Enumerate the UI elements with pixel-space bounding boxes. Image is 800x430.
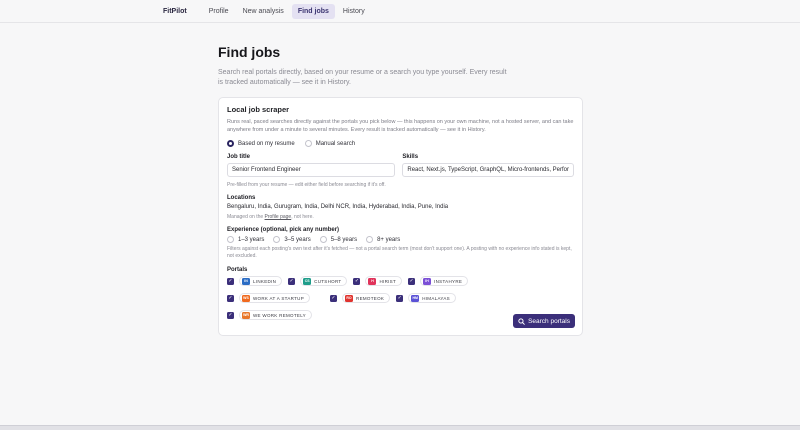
portal-linkedin[interactable] <box>227 276 282 286</box>
checkbox-checked-icon[interactable]: ✓ <box>228 311 233 318</box>
locations-hint-suffix: , not here. <box>291 214 314 220</box>
portal-chip <box>420 276 468 286</box>
portal-cutshort[interactable] <box>288 276 347 286</box>
portal-name: REMOTEOK <box>356 295 385 301</box>
search-icon <box>518 318 525 325</box>
portal-logo-icon: WR <box>243 313 249 317</box>
title-skills-row <box>227 154 574 177</box>
portal-name: LINKEDIN <box>253 278 277 284</box>
profile-page-link[interactable]: Profile page <box>264 214 292 220</box>
nav-history[interactable]: History <box>342 7 365 15</box>
experience-label: Experience (optional, pick any number) <box>227 227 340 233</box>
portal-logo-icon: IN <box>242 278 250 285</box>
checkbox-checked-icon[interactable]: ✓ <box>228 294 233 301</box>
experience-option-label: 5–8 years <box>330 236 358 243</box>
experience-option-3-5[interactable] <box>273 236 310 243</box>
portal-chip <box>239 276 282 286</box>
portal-work-at-a-startup[interactable] <box>227 293 310 303</box>
job-title-label: Job title <box>227 154 251 160</box>
mode-radio-group <box>227 140 574 147</box>
page-title: Find jobs <box>218 44 281 60</box>
nav-new-analysis[interactable]: New analysis <box>242 7 284 15</box>
search-portals-label: Search portals <box>528 317 570 325</box>
portal-himalayas[interactable] <box>396 293 456 303</box>
portal-chip <box>239 293 310 303</box>
experience-option-8-plus[interactable] <box>366 236 400 243</box>
checkbox-checked-icon[interactable]: ✓ <box>331 294 336 301</box>
portal-chip <box>300 276 347 286</box>
portal-chip <box>342 293 390 303</box>
locations-value: Bengaluru, India, Gurugram, India, Delhi NCR, India, Hyderabad, India, Pune, India <box>227 204 449 210</box>
experience-hint: Filters against each posting's own text after it's fetched — not a portal search term (most don't support one). A posting with no experience info stated is kept, not excluded. <box>227 246 572 259</box>
card-title: Local job scraper <box>227 105 290 114</box>
portal-name: HIRIST <box>379 278 397 284</box>
portals-label: Portals <box>227 267 248 273</box>
portal-name: HIMALAYAS <box>422 295 450 301</box>
search-portals-button[interactable] <box>513 314 575 328</box>
checkbox-checked-icon[interactable]: ✓ <box>409 277 414 284</box>
experience-option-5-8[interactable] <box>320 236 357 243</box>
experience-option-label: 1–3 years <box>238 236 265 243</box>
locations-hint <box>227 214 574 220</box>
portals-list <box>227 276 537 320</box>
experience-section <box>227 227 574 260</box>
top-nav <box>0 0 800 23</box>
nav-profile[interactable]: Profile <box>208 7 229 15</box>
radio-unselected-icon[interactable] <box>366 236 373 243</box>
radio-unselected-icon[interactable] <box>305 140 312 147</box>
experience-options <box>227 236 574 243</box>
experience-option-label: 8+ years <box>377 236 401 243</box>
radio-unselected-icon[interactable] <box>227 236 234 243</box>
portal-logo-icon: WS <box>243 296 249 300</box>
experience-option-label: 3–5 years <box>284 236 311 243</box>
portal-logo-icon: IH <box>423 278 431 285</box>
job-title-input[interactable]: Senior Frontend Engineer <box>227 163 395 177</box>
checkbox-checked-icon[interactable]: ✓ <box>289 277 294 284</box>
portal-remoteok[interactable] <box>330 293 390 303</box>
portal-name: INSTAHYRE <box>434 278 463 284</box>
skills-field <box>402 154 574 177</box>
portal-logo-icon: CS <box>304 279 310 283</box>
checkbox-checked-icon[interactable]: ✓ <box>354 277 360 284</box>
bottom-bar <box>0 425 800 430</box>
skills-label: Skills <box>402 154 419 160</box>
portal-logo-icon: RO <box>346 296 352 300</box>
portal-logo-icon: HM <box>412 296 418 300</box>
portal-name: WE WORK REMOTELY <box>253 312 306 318</box>
page-header <box>218 44 583 88</box>
radio-selected-icon[interactable] <box>227 140 234 147</box>
experience-option-1-3[interactable] <box>227 236 264 243</box>
portal-instahyre[interactable] <box>408 276 468 286</box>
locations-section <box>227 195 574 220</box>
mode-manual-option[interactable] <box>305 140 355 147</box>
portal-name: CUTSHORT <box>314 278 342 284</box>
scraper-card <box>218 97 583 336</box>
radio-unselected-icon[interactable] <box>320 236 327 243</box>
portal-chip <box>239 310 312 320</box>
portal-chip <box>365 276 402 286</box>
portals-section <box>227 267 574 320</box>
prefill-hint: Pre-filled from your resume — edit either field before searching if it's off. <box>227 182 386 188</box>
mode-resume-option[interactable] <box>227 140 295 147</box>
portal-we-work-remotely[interactable] <box>227 310 312 320</box>
mode-resume-label: Based on my resume <box>238 140 295 147</box>
page-subtitle: Search real portals directly, based on your resume or a search you type yourself. Every result is tracked automatically — see it in History. <box>218 69 507 86</box>
skills-input[interactable]: React, Next.js, TypeScript, GraphQL, Micro-frontends, Perfor <box>402 163 574 177</box>
locations-hint-prefix: Managed on the <box>227 214 265 220</box>
portal-chip <box>408 293 456 303</box>
portal-hirist[interactable] <box>353 276 402 286</box>
card-description: Runs real, paced searches directly against the portals you pick below — this happens on your own machine, not a hosted server, and can take anywhere from under a minute to several minutes. Every result is tracked automatically — see it in History. <box>227 119 574 133</box>
job-title-field <box>227 154 395 177</box>
portal-name: WORK AT A STARTUP <box>253 295 305 301</box>
locations-label: Locations <box>227 195 256 201</box>
checkbox-checked-icon[interactable]: ✓ <box>397 294 402 301</box>
checkbox-checked-icon[interactable]: ✓ <box>228 277 233 284</box>
nav-find-jobs[interactable]: Find jobs <box>292 4 335 19</box>
mode-manual-label: Manual search <box>315 140 356 147</box>
radio-unselected-icon[interactable] <box>273 236 280 243</box>
brand-logo[interactable]: FitPilot <box>163 7 187 15</box>
portal-logo-icon: H <box>368 278 376 285</box>
